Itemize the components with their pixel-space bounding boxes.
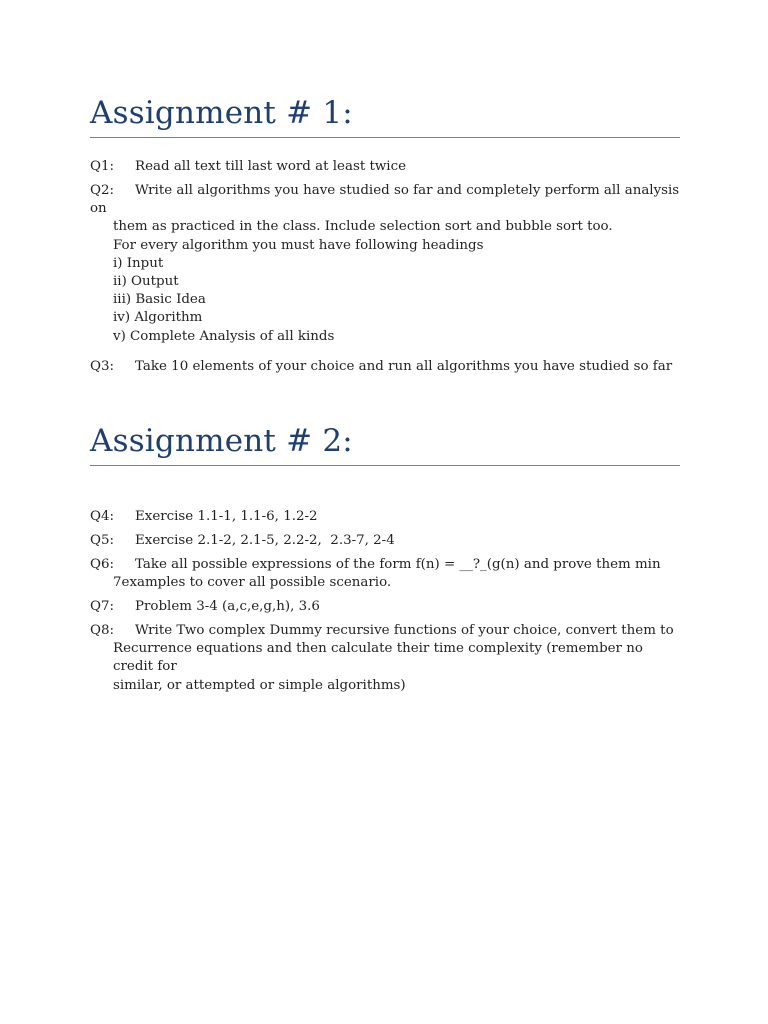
question-q1: [90, 158, 682, 176]
question-text: Take 10 elements of your choice and run all algorithms you have studied so far: [135, 359, 673, 374]
question-q8: [90, 622, 682, 695]
heading-divider: [90, 137, 680, 138]
question-text: Exercise 1.1-1, 1.1-6, 1.2-2: [135, 509, 318, 524]
assignment-2-heading: Assignment # 2:: [90, 423, 353, 459]
question-text: Write all algorithms you have studied so far and completely perform all analysis on: [90, 183, 680, 217]
question-text: Take all possible expressions of the form f(n) = __?_(g(n) and prove them min: [135, 557, 661, 572]
question-text: Exercise 2.1-2, 2.1-5, 2.2-2, 2.3-7, 2-4: [135, 533, 395, 548]
question-q4: [90, 508, 682, 526]
question-number: Q2:: [90, 183, 115, 198]
question-q3: [90, 358, 682, 376]
question-q7: [90, 598, 682, 616]
question-q5: [90, 532, 682, 550]
question-number: Q5:: [90, 533, 115, 548]
question-text-line: similar, or attempted or simple algorithms): [113, 677, 406, 693]
heading-item-input: i) Input: [113, 255, 164, 271]
question-number: Q1:: [90, 159, 115, 174]
question-number: Q3:: [90, 359, 115, 374]
heading-item-basic-idea: iii) Basic Idea: [113, 292, 206, 308]
heading-item-complete-analysis: v) Complete Analysis of all kinds: [113, 328, 335, 344]
question-text-line: Recurrence equations and then calculate their time complexity (remember no credit for: [113, 641, 643, 675]
question-number: Q8:: [90, 623, 115, 638]
heading-item-output: ii) Output: [113, 274, 179, 290]
question-q2: [90, 182, 682, 346]
question-text-line: 7examples to cover all possible scenario.: [113, 575, 392, 591]
question-number: Q7:: [90, 599, 115, 614]
question-text: Problem 3-4 (a,c,e,g,h), 3.6: [135, 599, 320, 614]
question-text-line: For every algorithm you must have following headings: [113, 237, 484, 253]
question-text: Read all text till last word at least twice: [135, 159, 407, 174]
question-number: Q4:: [90, 509, 115, 524]
question-number: Q6:: [90, 557, 115, 572]
assignment-1-heading: Assignment # 1:: [90, 95, 353, 131]
heading-item-algorithm: iv) Algorithm: [113, 310, 203, 326]
question-text-line: them as practiced in the class. Include selection sort and bubble sort too.: [113, 219, 613, 235]
heading-divider: [90, 465, 680, 466]
question-q6: [90, 556, 682, 592]
question-text: Write Two complex Dummy recursive functions of your choice, convert them to: [135, 623, 674, 638]
